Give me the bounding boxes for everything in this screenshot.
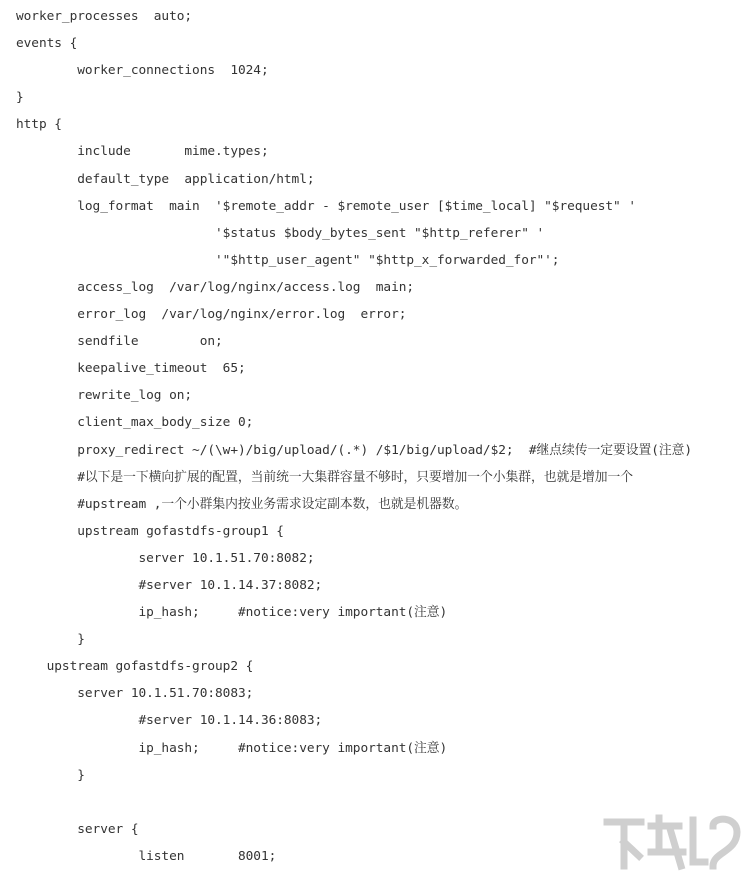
code-line: upstream gofastdfs-group1 { [16, 523, 284, 539]
code-line: log_format main '$remote_addr - $remote_user [$time_local] "$request" ' [16, 198, 637, 214]
code-line: ip_hash; #notice:very important(注意) [16, 740, 448, 756]
code-line: access_log /var/log/nginx/access.log main; [16, 279, 415, 295]
watermark-logo [601, 812, 741, 872]
code-line: } [16, 632, 85, 648]
code-line: server 10.1.51.70:8082; [16, 550, 315, 566]
code-line: proxy_redirect ~/(\w+)/big/upload/(.*) /$1/big/upload/$2; #继点续传一定要设置(注意) [16, 442, 693, 458]
code-line: include mime.types; [16, 144, 269, 160]
code-line: server 10.1.51.70:8083; [16, 686, 254, 702]
code-line: } [16, 767, 85, 783]
code-line: listen 8001; [16, 848, 277, 864]
code-line: client_max_body_size 0; [16, 415, 254, 431]
code-line: sendfile on; [16, 334, 223, 350]
code-line: ip_hash; #notice:very important(注意) [16, 605, 448, 621]
code-line: worker_connections 1024; [16, 63, 269, 79]
code-line: error_log /var/log/nginx/error.log error; [16, 307, 407, 323]
code-line: #以下是一下横向扩展的配置，当前统一大集群容量不够时，只要增加一个小集群，也就是增加一个 [16, 469, 634, 485]
code-line: default_type application/html; [16, 171, 315, 187]
code-line: upstream gofastdfs-group2 { [16, 659, 254, 675]
code-line: #server 10.1.14.37:8082; [16, 577, 323, 593]
code-line: rewrite_log on; [16, 388, 193, 404]
code-line: worker_processes auto; [16, 9, 193, 24]
code-line: http { [16, 117, 62, 133]
code-line: } [16, 90, 24, 106]
code-line: #upstream ,一个小群集内按业务需求设定副本数，也就是机器数。 [16, 496, 468, 512]
code-line: #server 10.1.14.36:8083; [16, 713, 323, 729]
code-line: '$status $body_bytes_sent "$http_referer" ' [16, 225, 545, 241]
code-block [0, 3, 745, 870]
code-line: events { [16, 36, 78, 52]
code-line: '"$http_user_agent" "$http_x_forwarded_for"'; [16, 252, 560, 268]
code-line: keepalive_timeout 65; [16, 361, 246, 377]
code-line: server { [16, 821, 139, 837]
